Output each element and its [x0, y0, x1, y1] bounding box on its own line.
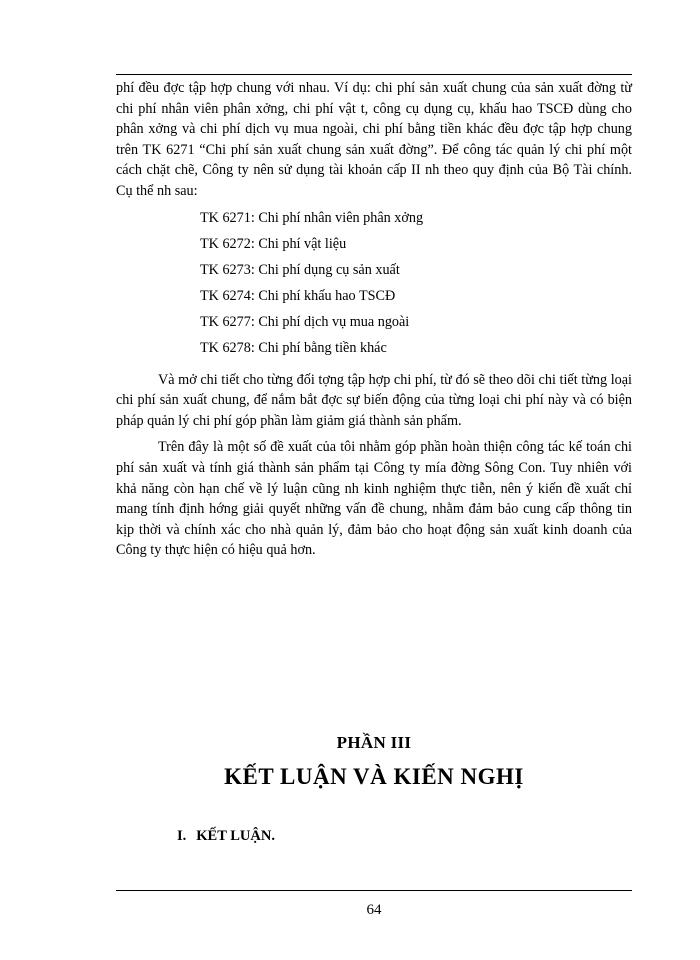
page-number: 64	[366, 902, 382, 918]
account-item-6273: TK 6273: Chi phí dụng cụ sản xuất	[200, 261, 400, 278]
part-heading: KẾT LUẬN VÀ KIẾN NGHỊ	[224, 764, 524, 789]
footer-rule	[116, 890, 632, 891]
paragraph-3: Trên đây là một số đề xuất của tôi nhằm góp phần hoàn thiện công tác kế toán chi phí sản xuất và tính giá thành sản phẩm tại Công ty mía đờng Sông Con. Tuy nhiên với khả năng còn hạn chế về lý luận cũng nh kinh nghiệm thực tiễn, nên ý kiến đề xuất chỉ mang tính định hớng giải quyết những vấn đề chung, nhằm đảm bảo cung cấp thông tin kịp thời và chính xác cho nhà quản lý, đảm bảo cho hoạt động sản xuất kinh doanh của Công ty thực hiện có hiệu quả hơn.	[116, 439, 632, 559]
account-list	[116, 208, 632, 364]
account-item-6277: TK 6277: Chi phí dịch vụ mua ngoài	[200, 313, 410, 330]
part-title: PHẦN III	[336, 733, 412, 752]
account-item-6278: TK 6278: Chi phí bằng tiền khác	[200, 339, 387, 356]
account-item-6274: TK 6274: Chi phí khấu hao TSCĐ	[200, 287, 396, 304]
section-heading	[177, 828, 275, 845]
paragraph-1: phí đều đợc tập hợp chung với nhau. Ví dụ: chi phí sản xuất chung của sản xuất đờng từ chi phí nhân viên phân xởng, chi phí vật t, công cụ dụng cụ, khấu hao TSCĐ dùng cho phân xởng và chi phí dịch vụ mua ngoài, chi phí bằng tiền khác đều đợc tập hợp chung trên TK 6271 “Chi phí sản xuất chung sản xuất đờng”. Để công tác quản lý chi phí một cách chặt chẽ, Công ty nên sử dụng tài khoản cấp II nh theo quy định của Bộ Tài chính. Cụ thể nh sau:	[116, 80, 632, 199]
account-item-6272: TK 6272: Chi phí vật liệu	[200, 235, 347, 252]
header-rule	[116, 74, 632, 75]
section-title: KẾT LUẬN.	[196, 828, 275, 844]
account-item-6271: TK 6271: Chi phí nhân viên phân xởng	[200, 209, 424, 226]
body-text	[116, 78, 632, 561]
section-number: I.	[177, 828, 187, 844]
paragraph-2: Và mở chi tiết cho từng đối tợng tập hợp chi phí, từ đó sẽ theo dõi chi tiết từng loại chi phí sản xuất chung, để nắm bắt đợc sự biến động của từng loại chi phí này và có biện pháp quản lý chi phí góp phần làm giảm giá thành sản phẩm.	[116, 371, 632, 429]
